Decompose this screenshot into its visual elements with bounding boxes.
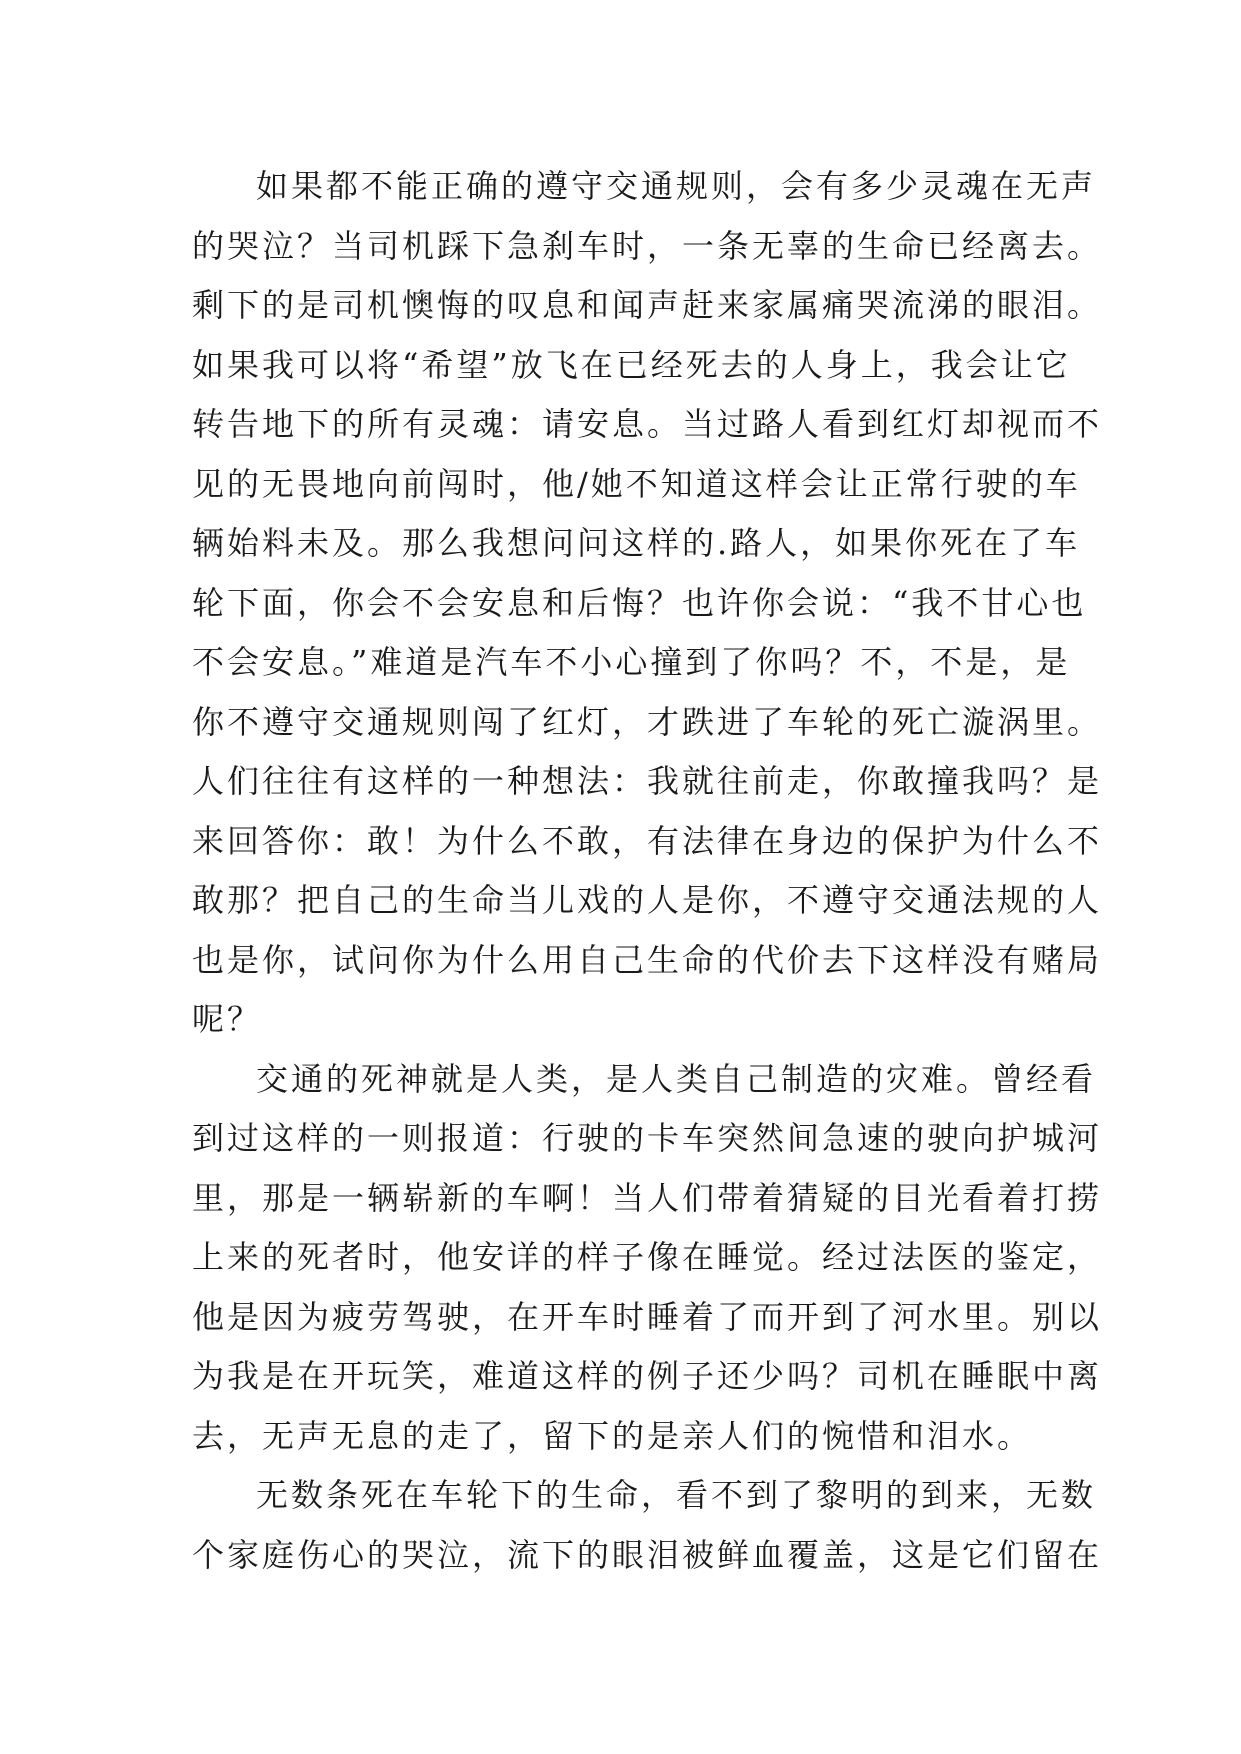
text-line: 也是你，试问你为什么用自己生命的代价去下这样没有赌局 (192, 940, 1103, 979)
text-line: 无数条死在车轮下的生命，看不到了黎明的到来，无数 (256, 1476, 1097, 1514)
paragraph-2 (192, 1050, 1103, 1467)
text-line: 来回答你：敢！为什么不敢，有法律在身边的保护为什么不 (192, 821, 1103, 860)
text-line: 到过这样的一则报道：行驶的卡车突然间急速的驶向护城河 (192, 1119, 1103, 1157)
text-line: 他是因为疲劳驾驶，在开车时睡着了而开到了河水里。别以 (192, 1297, 1103, 1336)
text-line: 剩下的是司机懊悔的叹息和闻声赶来家属痛哭流涕的眼泪。 (192, 286, 1103, 324)
text-line: 上来的死者时，他安详的样子像在睡觉。经过法医的鉴定， (192, 1238, 1103, 1276)
text-line: 如果都不能正确的遵守交通规则，会有多少灵魂在无声 (256, 167, 1097, 205)
text-line: 不会安息。”难道是汽车不小心撞到了你吗？不，不是，是 (192, 643, 1071, 681)
text-line: 呢？ (192, 1000, 263, 1038)
text-line: 交通的死神就是人类，是人类自己制造的灾难。曾经看 (256, 1059, 1097, 1098)
text-line: 人们往往有这样的一种想法：我就往前走，你敢撞我吗？是 (192, 762, 1103, 800)
paragraph-3 (192, 1466, 1103, 1585)
text-line: 个家庭伤心的哭泣，流下的眼泪被鲜血覆盖，这是它们留在 (192, 1535, 1103, 1574)
text-line: 轮下面，你会不会安息和后悔？也许你会说：“我不甘心也 (192, 583, 1087, 622)
paragraph-1 (192, 157, 1103, 1050)
text-line: 辆始料未及。那么我想问问这样的.路人，如果你死在了车 (192, 524, 1081, 562)
text-line: 里，那是一辆崭新的车啊！当人们带着猜疑的目光看着打捞 (192, 1178, 1103, 1217)
text-line: 去，无声无息的走了，留下的是亲人们的惋惜和泪水。 (192, 1416, 1033, 1455)
text-line: 敢那？把自己的生命当儿戏的人是你，不遵守交通法规的人 (192, 881, 1103, 919)
text-line: 如果我可以将“希望”放飞在已经死去的人身上，我会让它 (192, 345, 1071, 384)
document-body (192, 157, 1103, 1585)
text-line: 转告地下的所有灵魂：请安息。当过路人看到红灯却视而不 (192, 405, 1103, 443)
text-line: 见的无畏地向前闯时，他/她不知道这样会让正常行驶的车 (192, 464, 1081, 503)
text-line: 的哭泣？当司机踩下急刹车时，一条无辜的生命已经离去。 (192, 226, 1103, 265)
text-line: 为我是在开玩笑，难道这样的例子还少吗？司机在睡眠中离 (192, 1357, 1103, 1395)
text-line: 你不遵守交通规则闯了红灯，才跌进了车轮的死亡漩涡里。 (192, 702, 1103, 741)
